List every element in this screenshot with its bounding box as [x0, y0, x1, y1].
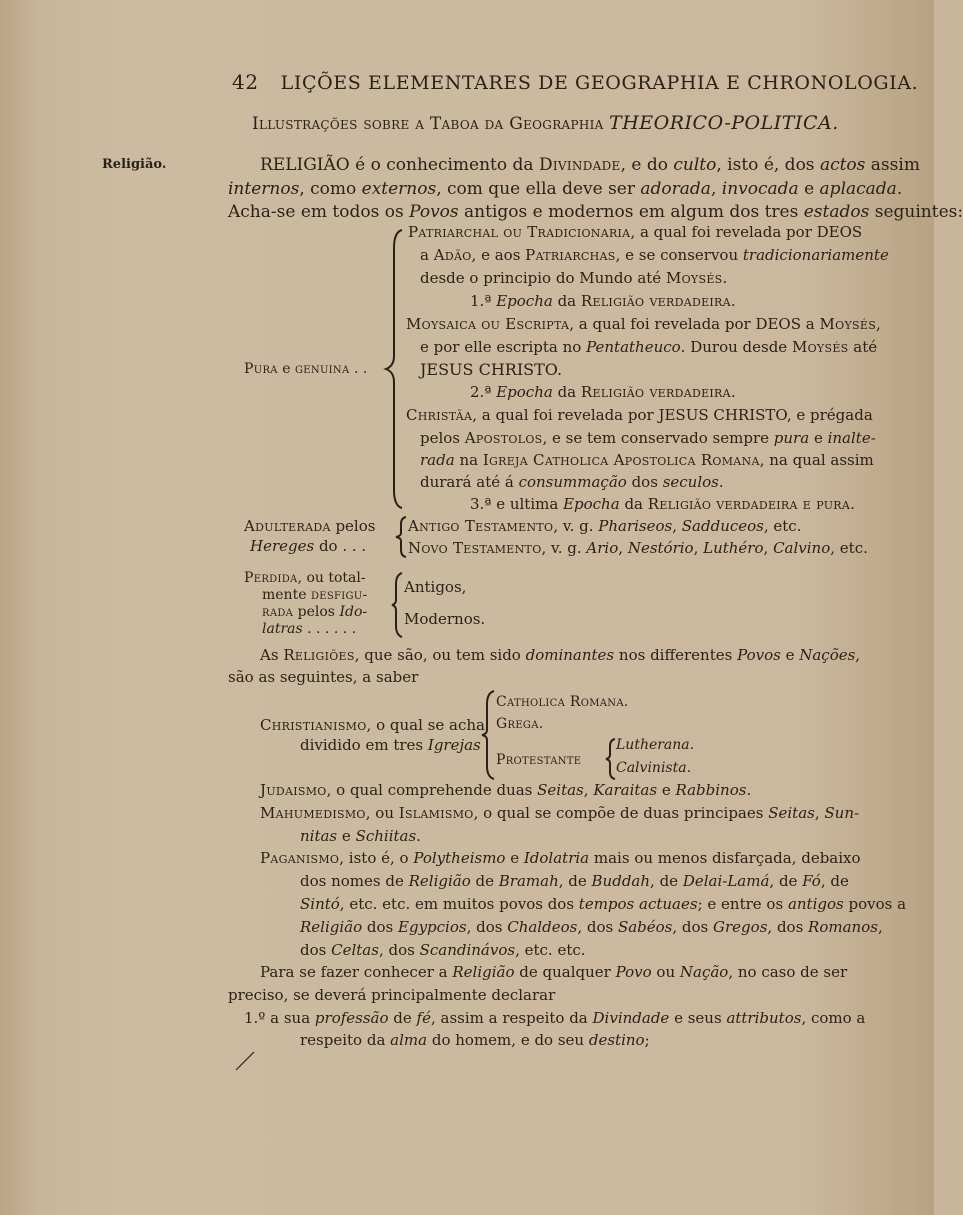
perdida-label-2: mente desfigu- — [262, 587, 368, 603]
novo-testamento: Novo Testamento, v. g. Ario, Nestório, Luthéro, Calvino, etc. — [408, 539, 868, 557]
perdida-label-3: rada pelos Ido- — [262, 604, 368, 620]
mahumedismo-line-1: Mahumedismo, ou Islamismo, o qual se compõe de duas principaes Seitas, Sun- — [260, 804, 860, 822]
moysaica-line-3: JESUS CHRISTO. — [420, 360, 563, 379]
judaismo-line: Judaismo, o qual comprehende duas Seitas, Karaitas e Rabbinos. — [260, 781, 752, 799]
perdida-brace — [390, 572, 404, 638]
subtitle-big: THEORICO-POLITICA. — [609, 112, 839, 134]
calvinista: Calvinista. — [616, 760, 692, 776]
subtitle-small: Illustrações sobre a Taboa da Geographia — [252, 114, 604, 134]
margin-label: Religião. — [102, 157, 167, 172]
final-line-2: preciso, se deverá principalmente declarar — [228, 986, 556, 1004]
perdida-label-1: Perdida, ou total- — [244, 570, 366, 586]
para-line-1: RELIGIÃO é o conhecimento da Divindade, e do culto, isto é, dos actos assim — [260, 155, 920, 175]
item-1-line-2: respeito da alma do homem, e do seu destino; — [300, 1031, 650, 1049]
epocha-2: 2.ª Epocha da Religião verdadeira. — [470, 383, 736, 401]
paganismo-line-1: Paganismo, isto é, o Polytheismo e Idolatria mais ou menos disfarçada, debaixo — [260, 849, 861, 867]
pura-brace — [382, 228, 406, 510]
mahumedismo-line-2: nitas e Schiitas. — [300, 827, 421, 845]
christianismo-label-1: Christianismo, o qual se acha — [260, 716, 485, 734]
perdida-antigos: Antigos, — [404, 578, 467, 596]
patriarchal-line-1: Patriarchal ou Tradicionaria, a qual foi revelada por DEOS — [408, 223, 863, 241]
perdida-label-4: latras . . . . . . — [262, 621, 357, 637]
grega: Grega. — [496, 716, 544, 732]
pen-mark — [234, 1048, 258, 1072]
paganismo-line-2: dos nomes de Religião de Bramah, de Buddah, de Delai-Lamá, de Fó, de — [300, 872, 849, 890]
religioes-line-1: As Religiões, que são, ou tem sido dominantes nos differentes Povos e Nações, — [260, 646, 861, 664]
epocha-1: 1.ª Epocha da Religião verdadeira. — [470, 292, 736, 310]
moysaica-line-2: e por elle escripta no Pentatheuco. Durou desde Moysés até — [420, 338, 878, 356]
protestante-brace — [604, 738, 616, 780]
moysaica-line-1: Moysaica ou Escripta, a qual foi revelada por DEOS a Moysés, — [406, 315, 881, 333]
adulterada-label-2: Hereges do . . . — [250, 537, 367, 555]
catholica-romana: Catholica Romana. — [496, 694, 629, 710]
christaa-line-2: pelos Apostolos, e se tem conservado sempre pura e inalte- — [420, 429, 876, 447]
antigo-testamento: Antigo Testamento, v. g. Phariseos, Sadduceos, etc. — [408, 517, 802, 535]
paganismo-line-5: dos Celtas, dos Scandinávos, etc. etc. — [300, 941, 586, 959]
item-1-line-1: 1.º a sua professão de fé, assim a respeito da Divindade e seus attributos, como a — [244, 1009, 866, 1027]
religioes-line-2: são as seguintes, a saber — [228, 668, 419, 686]
running-title: LIÇÕES ELEMENTARES DE GEOGRAPHIA E CHRONOLOGIA. — [280, 72, 919, 94]
adulterada-label-1: Adulterada pelos — [244, 517, 376, 535]
running-header — [232, 72, 918, 93]
adulterada-brace — [394, 516, 408, 558]
paganismo-line-4: Religião dos Egypcios, dos Chaldeos, dos Sabéos, dos Gregos, dos Romanos, — [300, 918, 883, 936]
para-line-2: internos, como externos, com que ella deve ser adorada, invocada e aplacada. — [228, 179, 903, 199]
christianismo-brace — [480, 690, 496, 780]
christaa-line-4: durará até á consummação dos seculos. — [420, 473, 724, 491]
perdida-modernos: Modernos. — [404, 610, 486, 628]
christaa-line-1: Christãa, a qual foi revelada por JESUS CHRISTO, e prégada — [406, 406, 873, 424]
lutherana: Lutherana. — [616, 737, 695, 753]
epocha-3: 3.ª e ultima Epocha da Religião verdadeira e pura. — [470, 495, 855, 513]
christaa-line-3: rada na Igreja Catholica Apostolica Romana, na qual assim — [420, 451, 874, 469]
paganismo-line-3: Sintó, etc. etc. em muitos povos dos tempos actuaes; e entre os antigos povos a — [300, 895, 907, 913]
section-subtitle — [252, 114, 839, 133]
page-number: 42 — [232, 70, 259, 94]
patriarchal-line-2: a Adão, e aos Patriarchas, e se conservou tradicionariamente — [420, 246, 889, 264]
christianismo-label-2: dividido em tres Igrejas — [300, 736, 481, 754]
final-line-1: Para se fazer conhecer a Religião de qualquer Povo ou Nação, no caso de ser — [260, 963, 848, 981]
patriarchal-line-3: desde o principio do Mundo até Moysés. — [420, 269, 728, 287]
pura-label: Pura e genuina . . — [244, 361, 368, 377]
para-line-3: Acha-se em todos os Povos antigos e modernos em algum dos tres estados seguintes: — [228, 202, 963, 222]
protestante: Protestante — [496, 752, 582, 768]
